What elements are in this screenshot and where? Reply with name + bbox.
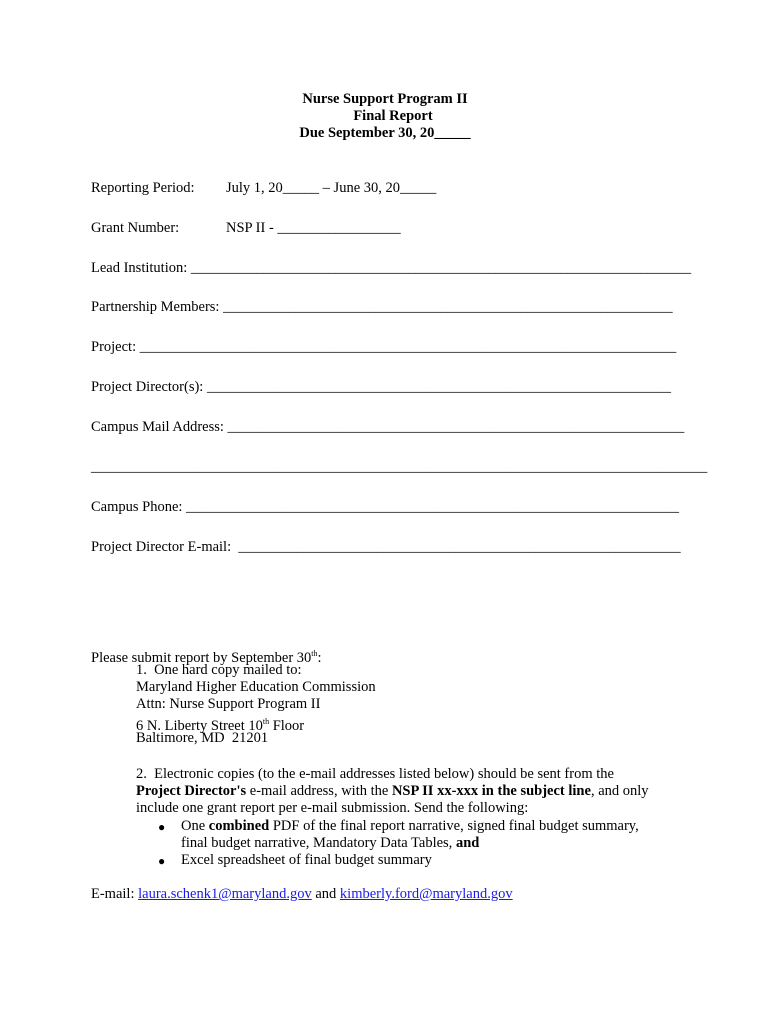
address-floor: Floor: [269, 717, 305, 734]
item-electronic-line2: [136, 783, 649, 800]
submit-colon: :: [317, 649, 322, 666]
bullet1-combined: combined: [208, 818, 270, 834]
bullet1-text-b: PDF of the final report narrative, signed final budget summary,: [269, 818, 639, 834]
bullet-icon: ●: [158, 820, 166, 834]
campus-mail-address-line2[interactable]: _____________________________________________________________________________________: [91, 459, 708, 475]
item-hard-copy: 1. One hard copy mailed to:: [136, 662, 302, 678]
grant-number-label: Grant Number:: [91, 220, 180, 236]
project-directors-field[interactable]: Project Director(s): ________________________________________________________________: [91, 379, 671, 395]
bullet-item-2: Excel spreadsheet of final budget summary: [181, 852, 432, 868]
title-program: Nurse Support Program II: [302, 91, 468, 107]
item-electronic-mid: e-mail address, with the: [246, 783, 392, 799]
project-director-bold: Project Director's: [136, 783, 247, 799]
email-link-laura[interactable]: laura.schenk1@maryland.gov: [138, 886, 312, 902]
campus-mail-address-field[interactable]: Campus Mail Address: _______________________________________________________________: [91, 419, 685, 435]
email-link-kimberly[interactable]: kimberly.ford@maryland.gov: [339, 886, 513, 902]
address-superscript: th: [262, 717, 270, 726]
lead-institution-field[interactable]: Lead Institution: _____________________________________________________________________: [91, 260, 692, 276]
reporting-period-value[interactable]: July 1, 20_____ – June 30, 20_____: [226, 180, 437, 196]
project-director-email-field[interactable]: Project Director E-mail: _____________________________________________________________: [91, 539, 681, 555]
submit-superscript: th: [311, 649, 318, 658]
submit-text: Please submit report by September 30: [91, 649, 312, 666]
address-line-2: Attn: Nurse Support Program II: [136, 696, 321, 712]
email-and: and: [311, 886, 340, 902]
email-label: E-mail:: [91, 886, 139, 902]
title-report: Final Report: [353, 108, 433, 124]
item-electronic-line1: 2. Electronic copies (to the e-mail addresses listed below) should be sent from the: [136, 766, 614, 782]
grant-number-value[interactable]: NSP II - _________________: [226, 220, 401, 236]
item-electronic-line3: include one grant report per e-mail submission. Send the following:: [136, 800, 529, 816]
bullet1-and: and: [455, 835, 480, 851]
bullet1-line2-text: final budget narrative, Mandatory Data Tables,: [181, 835, 456, 851]
title-due-date: Due September 30, 20_____: [299, 125, 471, 141]
address-street: 6 N. Liberty Street 10: [136, 717, 263, 734]
address-line-4: Baltimore, MD 21201: [136, 730, 269, 746]
bullet1-text-a: One: [181, 818, 209, 834]
campus-phone-field[interactable]: Campus Phone: ____________________________________________________________________: [91, 499, 680, 515]
bullet-icon: ●: [158, 854, 166, 868]
bullet-item-1: [181, 818, 639, 835]
subject-line-bold: NSP II xx-xxx in the subject line: [391, 783, 591, 799]
partnership-members-field[interactable]: Partnership Members: ______________________________________________________________: [91, 299, 673, 315]
project-field[interactable]: Project: __________________________________________________________________________: [91, 339, 677, 355]
reporting-period-label: Reporting Period:: [91, 180, 195, 196]
item-electronic-end: , and only: [590, 783, 649, 799]
bullet-item-1-line2: [181, 835, 479, 852]
email-line: [91, 886, 513, 903]
address-line-1: Maryland Higher Education Commission: [136, 679, 376, 695]
